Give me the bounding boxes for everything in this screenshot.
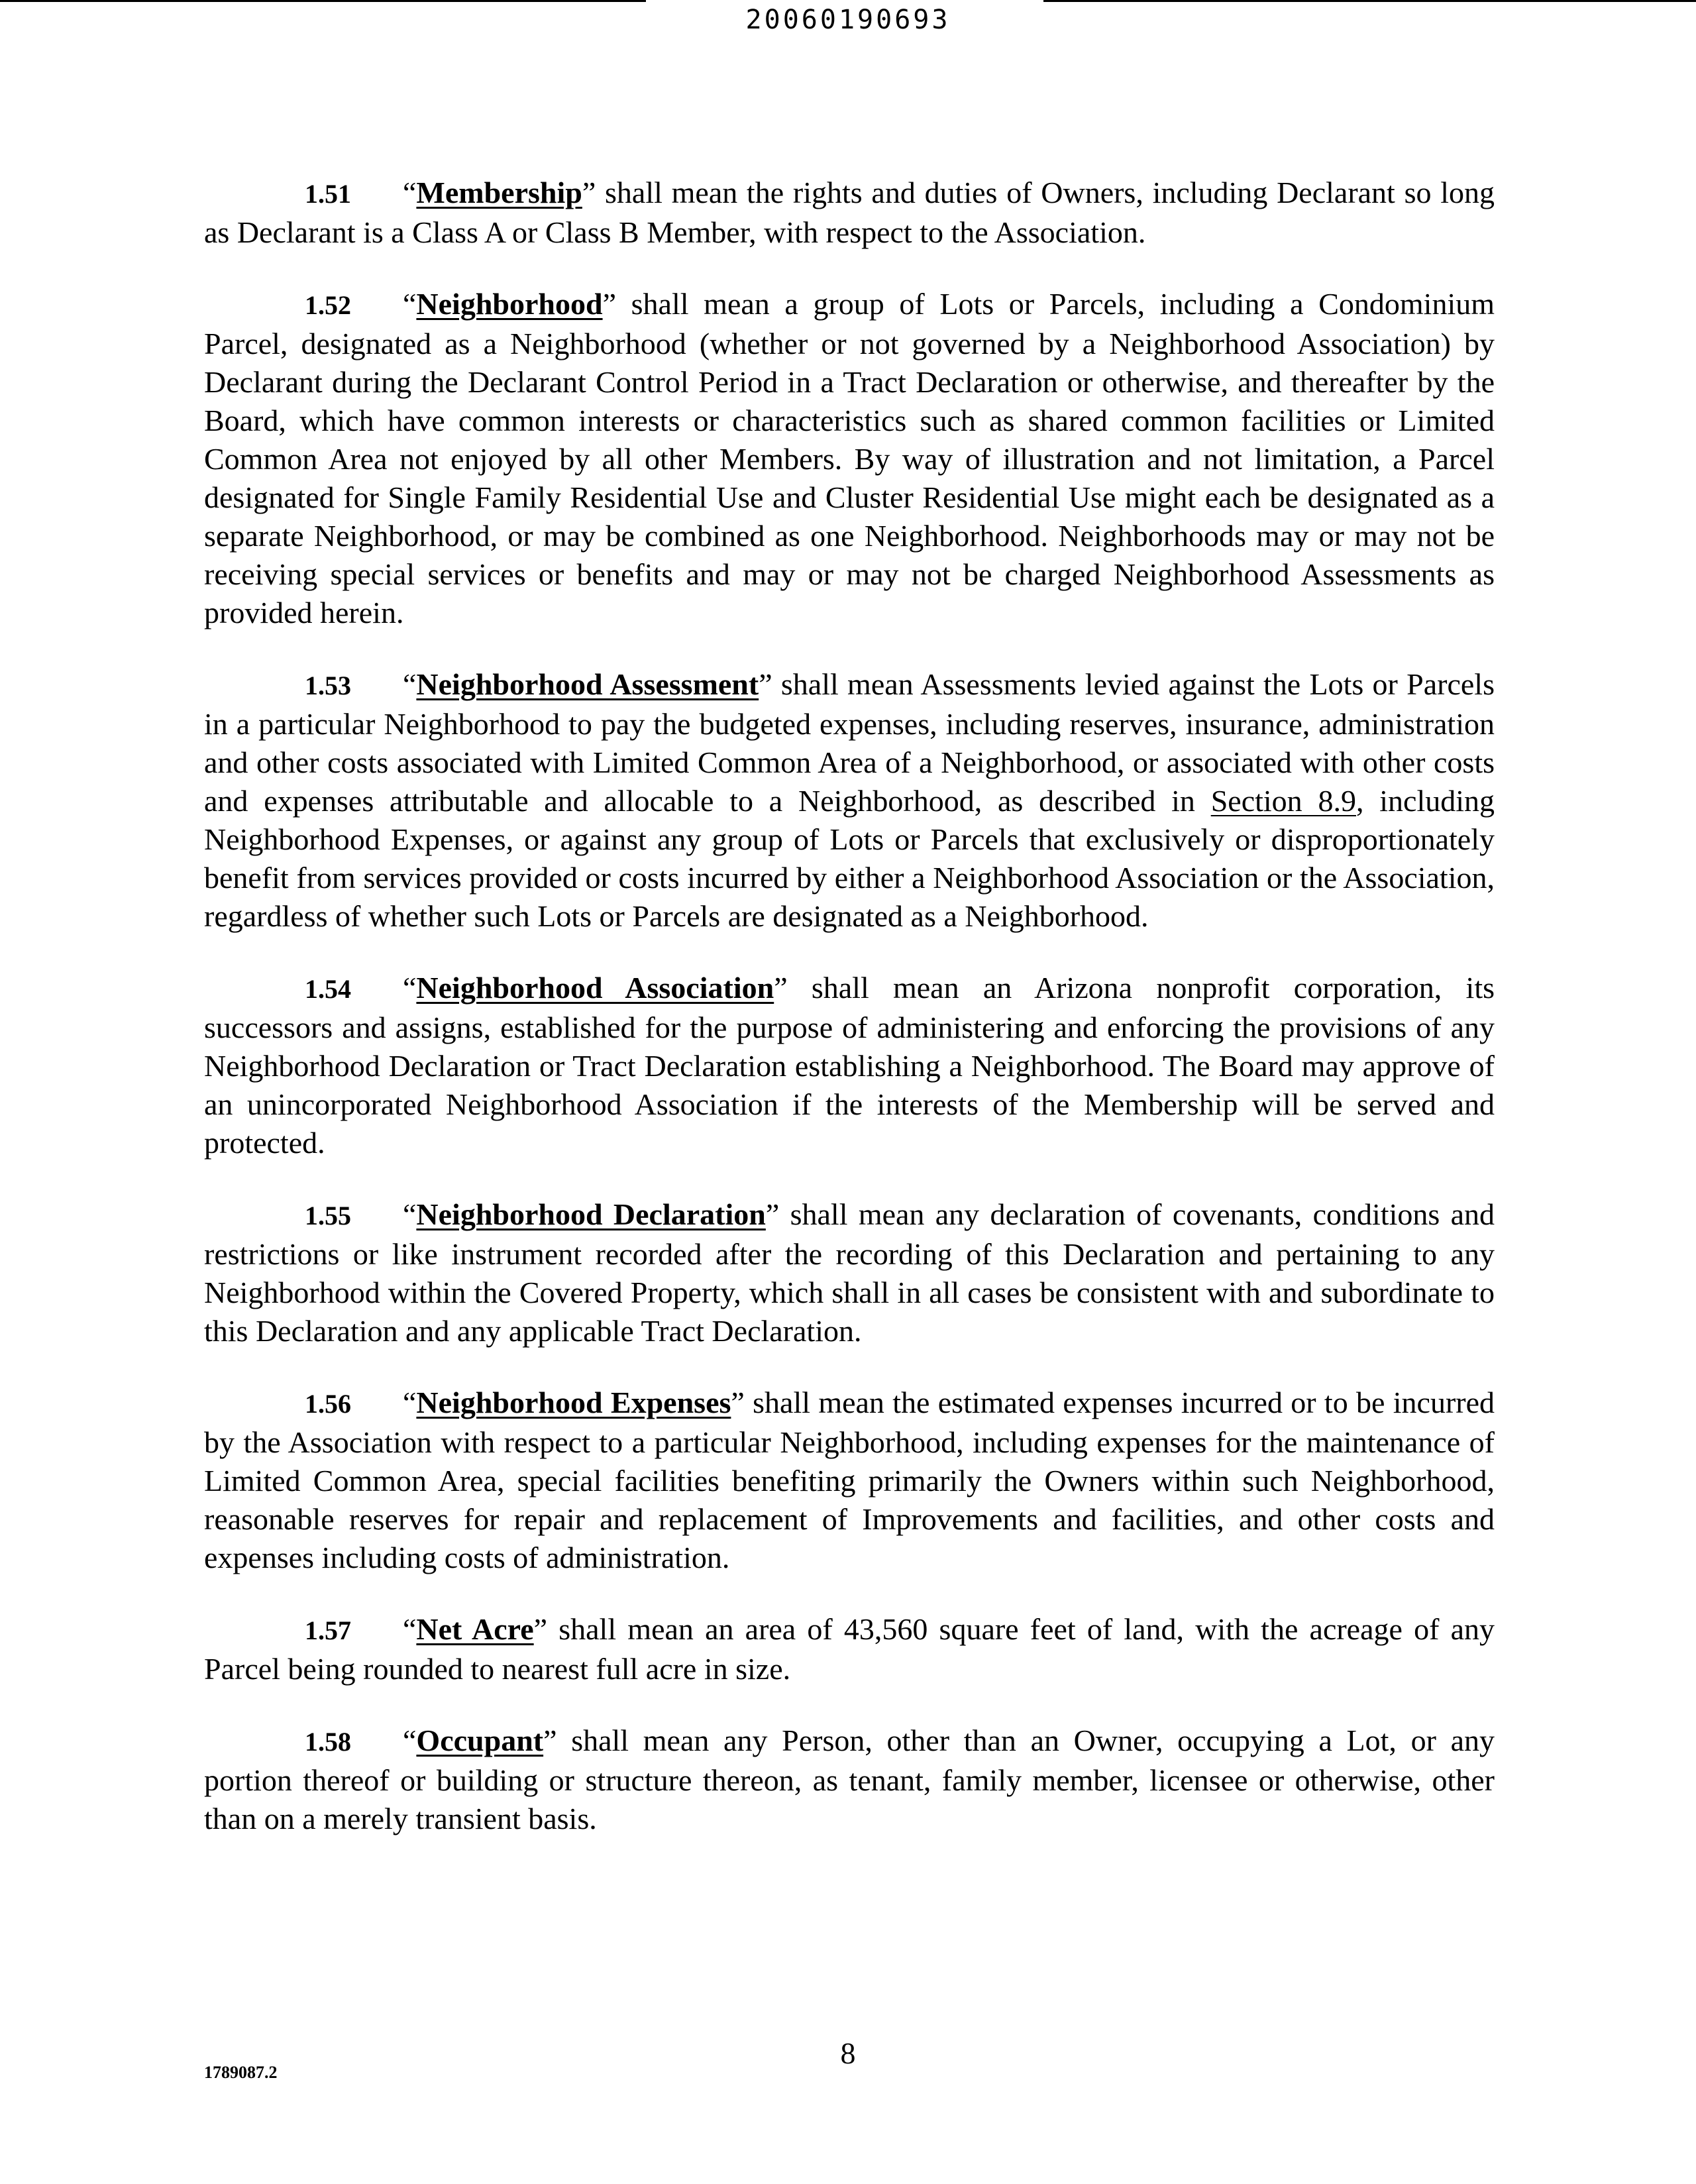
definition-text: ” shall mean any declaration of covenants, conditions and restrictions or like instrument recorded after the recording of this Declaration and pertaining to any Neighborhood within the Covered Property, which shall in all cases be consistent with and subordinate to this Declaration and any applicable Tract Declaration.	[204, 1197, 1495, 1348]
definition-text: ” shall mean Assessments levied against the Lots or Parcels in a particular Neighborhood to pay the budgeted expenses, including reserves, insurance, administration and other costs associated with Limited Common Area of a Neighborhood, or associated with other costs and expenses attributable and allocable to a Neighborhood, as described in	[204, 667, 1495, 818]
definition-text: ” shall mean a group of Lots or Parcels, including a Condominium Parcel, designated as a Neighborhood (whether or not governed by a Neighborhood Association) by Declarant during the Declarant Control Period in a Tract Declaration or otherwise, and thereafter by the Board, which have common interests or characteristics such as shared common facilities or Limited Common Area not enjoyed by all other Members. By way of illustration and not limitation, a Parcel designated for Single Family Residential Use and Cluster Residential Use might each be designated as a separate Neighborhood, or may be combined as one Neighborhood. Neighborhoods may or may not be receiving special services or benefits and may or may not be charged Neighborhood Assessments as provided herein.	[204, 287, 1495, 629]
definition-1-53: 1.53 “Neighborhood Assessment” shall mean Assessments levied against the Lots or Parcels in a particular Neighborhood to pay the budgeted expenses, including reserves, insurance, administration and other costs associated with Limited Common Area of a Neighborhood, or associated with other costs and expenses attributable and allocable to a Neighborhood, as described in Section 8.9, including Neighborhood Expenses, or against any group of Lots or Parcels that exclusively or disproportionately benefit from services provided or costs incurred by either a Neighborhood Association or the Association, regardless of whether such Lots or Parcels are designated as a Neighborhood.	[204, 667, 1495, 933]
definition-1-57: 1.57 “Net Acre” shall mean an area of 43,560 square feet of land, with the acreage of any Parcel being rounded to nearest full acre in size.	[204, 1612, 1495, 1686]
defined-term: Net Acre	[416, 1612, 534, 1646]
defined-term: Occupant	[416, 1723, 544, 1757]
section-number: 1.52	[305, 290, 351, 320]
document-id: 1789087.2	[204, 2063, 278, 2082]
definition-1-51: 1.51 “Membership” shall mean the rights and duties of Owners, including Declarant so long as Declarant is a Class A or Class B Member, with respect to the Association.	[204, 176, 1495, 249]
definition-text: ” shall mean the rights and duties of Owners, including Declarant so long as Declarant is a Class A or Class B Member, with respect to the Association.	[204, 176, 1495, 249]
defined-term: Neighborhood Association	[416, 971, 774, 1005]
defined-term: Neighborhood Declaration	[416, 1197, 766, 1231]
defined-term: Neighborhood Assessment	[416, 667, 759, 701]
definition-text: ” shall mean an Arizona nonprofit corporation, its successors and assigns, established for the purpose of administering and enforcing the provisions of any Neighborhood Declaration or Tract Declaration establishing a Neighborhood. The Board may approve of an unincorporated Neighborhood Association if the interests of the Membership will be served and protected.	[204, 971, 1495, 1160]
definition-1-56: 1.56 “Neighborhood Expenses” shall mean the estimated expenses incurred or to be incurred by the Association with respect to a particular Neighborhood, including expenses for the maintenance of Limited Common Area, special facilities benefiting primarily the Owners within such Neighborhood, reasonable reserves for repair and replacement of Improvements and facilities, and other costs and expenses including costs of administration.	[204, 1386, 1495, 1574]
definition-text: ” shall mean any Person, other than an Owner, occupying a Lot, or any portion thereof or building or structure thereon, as tenant, family member, licensee or otherwise, other than on a merely transient basis.	[204, 1723, 1495, 1835]
section-reference: Section 8.9	[1210, 784, 1356, 818]
top-rule-left	[0, 0, 646, 2]
definition-text: ” shall mean an area of 43,560 square feet of land, with the acreage of any Parcel being rounded to nearest full acre in size.	[204, 1612, 1495, 1686]
section-number: 1.53	[305, 671, 351, 700]
section-number: 1.58	[305, 1727, 351, 1757]
definition-1-52: 1.52 “Neighborhood” shall mean a group of Lots or Parcels, including a Condominium Parcel, designated as a Neighborhood (whether or not governed by a Neighborhood Association) by Declarant during the Declarant Control Period in a Tract Declaration or otherwise, and thereafter by the Board, which have common interests or characteristics such as shared common facilities or Limited Common Area not enjoyed by all other Members. By way of illustration and not limitation, a Parcel designated for Single Family Residential Use and Cluster Residential Use might each be designated as a separate Neighborhood, or may be combined as one Neighborhood. Neighborhoods may or may not be receiving special services or benefits and may or may not be charged Neighborhood Assessments as provided herein.	[204, 287, 1495, 629]
defined-term: Neighborhood	[416, 287, 603, 321]
definition-1-55: 1.55 “Neighborhood Declaration” shall mean any declaration of covenants, conditions and restrictions or like instrument recorded after the recording of this Declaration and pertaining to any Neighborhood within the Covered Property, which shall in all cases be consistent with and subordinate to this Declaration and any applicable Tract Declaration.	[204, 1197, 1495, 1348]
section-number: 1.51	[305, 179, 351, 209]
section-number: 1.57	[305, 1615, 351, 1645]
defined-term: Membership	[416, 176, 582, 209]
top-rule-right	[1043, 0, 1696, 2]
definition-text-continued: , including Neighborhood Expenses, or against any group of Lots or Parcels that exclusively or disproportionately benefit from services provided or costs incurred by either a Neighborhood Association or the Association, regardless of whether such Lots or Parcels are designated as a Neighborhood.	[204, 784, 1495, 933]
section-number: 1.55	[305, 1201, 351, 1230]
defined-term: Neighborhood Expenses	[416, 1386, 731, 1419]
section-number: 1.56	[305, 1389, 351, 1419]
definition-text: ” shall mean the estimated expenses incurred or to be incurred by the Association with respect to a particular Neighborhood, including expenses for the maintenance of Limited Common Area, special facilities benefiting primarily the Owners within such Neighborhood, reasonable reserves for repair and replacement of Improvements and facilities, and other costs and expenses including costs of administration.	[204, 1386, 1495, 1574]
definition-1-58: 1.58 “Occupant” shall mean any Person, other than an Owner, occupying a Lot, or any portion thereof or building or structure thereon, as tenant, family member, licensee or otherwise, other than on a merely transient basis.	[204, 1723, 1495, 1835]
section-number: 1.54	[305, 974, 351, 1004]
document-body	[204, 174, 1495, 1871]
definition-1-54: 1.54 “Neighborhood Association” shall mean an Arizona nonprofit corporation, its successors and assigns, established for the purpose of administering and enforcing the provisions of any Neighborhood Declaration or Tract Declaration establishing a Neighborhood. The Board may approve of an unincorporated Neighborhood Association if the interests of the Membership will be served and protected.	[204, 971, 1495, 1160]
recording-number: 20060190693	[745, 5, 951, 35]
page-number: 8	[840, 2036, 856, 2070]
